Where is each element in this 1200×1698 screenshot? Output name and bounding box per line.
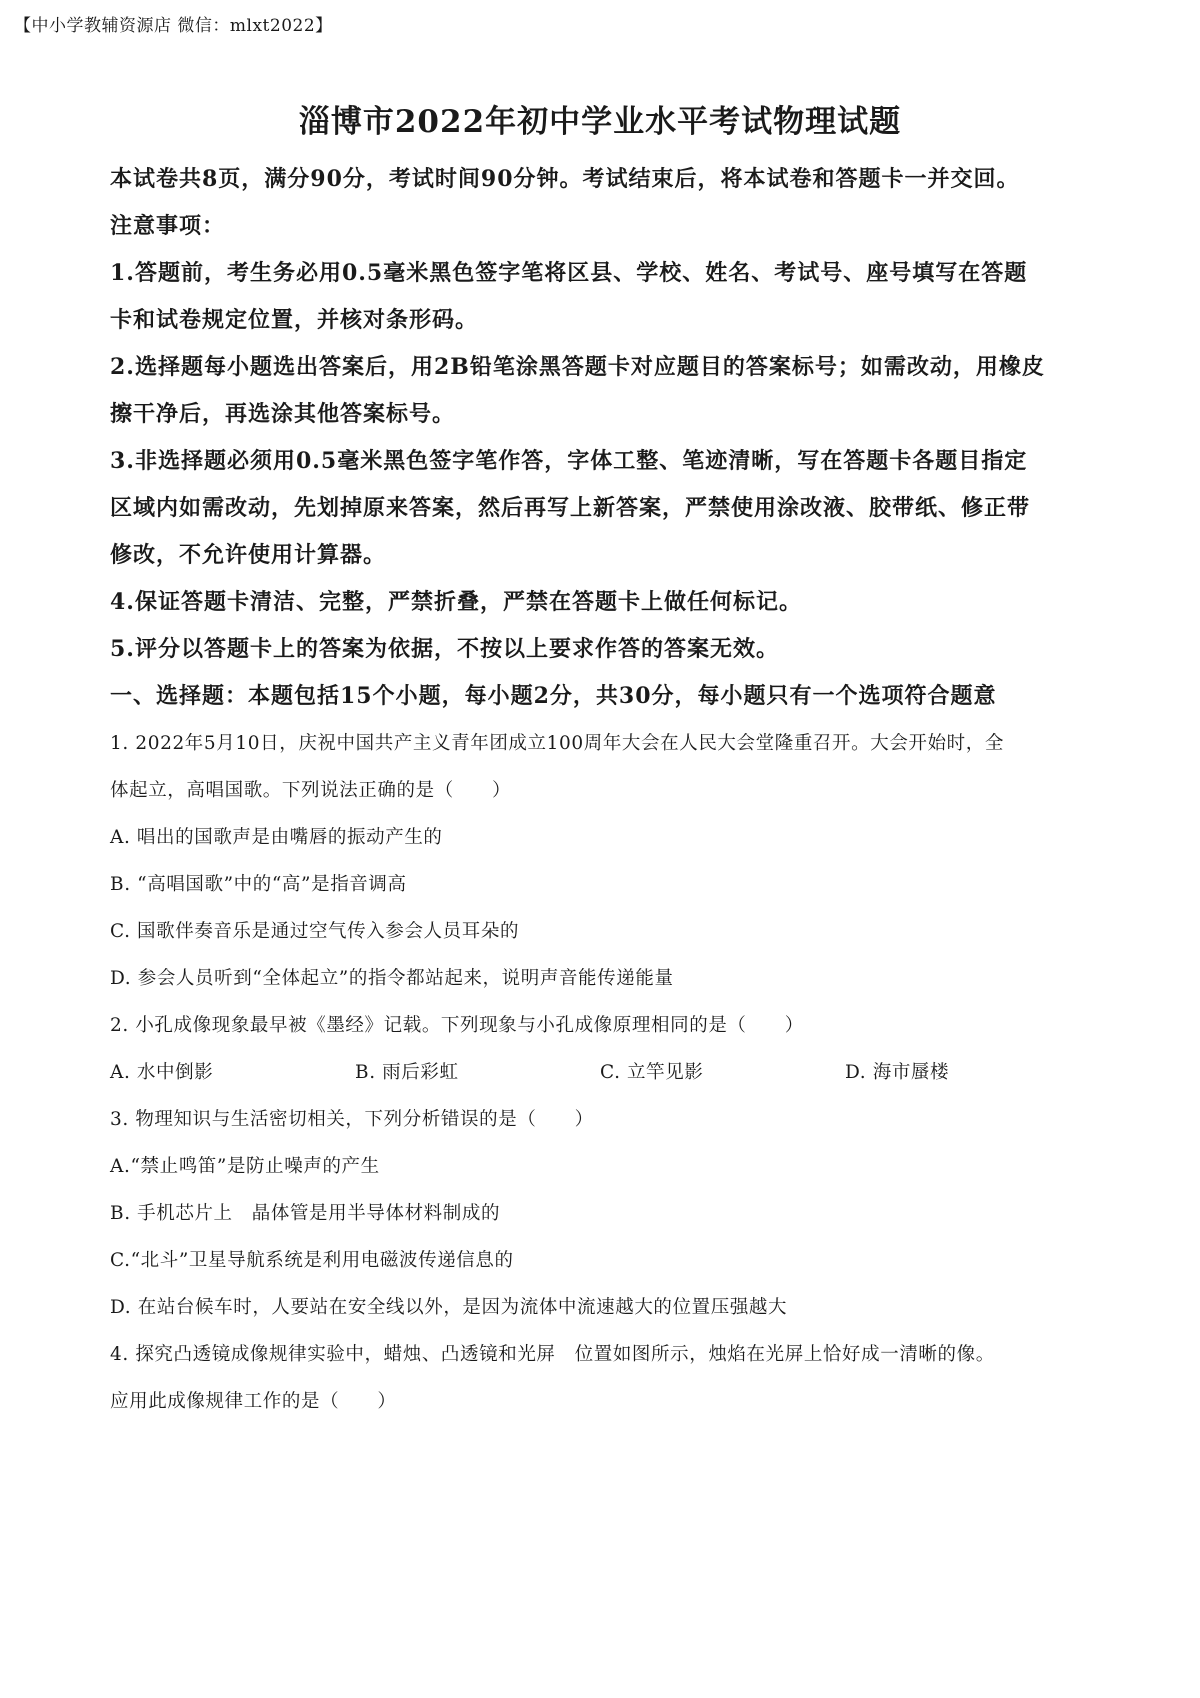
question-4 — [110, 1331, 1110, 1425]
notice-line: 5.评分以答题卡上的答案为依据，不按以上要求作答的答案无效。 — [110, 636, 779, 662]
document-body — [110, 156, 1110, 1425]
question-stem: 1. 2022年5月10日，庆祝中国共产主义青年团成立100周年大会在人民大会堂隆重召开。大会开始时，全 — [110, 733, 1004, 754]
notice-heading: 注意事项： — [110, 213, 226, 239]
exam-notice — [110, 156, 1110, 673]
question-2 — [110, 1002, 1110, 1096]
answer-option: B. 手机芯片上 晶体管是用半导体材料制成的 — [110, 1203, 501, 1224]
notice-line: 4.保证答题卡清洁、完整，严禁折叠，严禁在答题卡上做任何标记。 — [110, 589, 802, 615]
answer-option: C. 立竿见影 — [600, 1062, 704, 1083]
answer-option: B. “高唱国歌”中的“高”是指音调高 — [110, 874, 407, 895]
notice-line: 卡和试卷规定位置，并核对条形码。 — [110, 307, 479, 333]
answer-option: A.“禁止鸣笛”是防止噪声的产生 — [110, 1156, 380, 1177]
answer-option: D. 海市蜃楼 — [845, 1062, 950, 1083]
answer-option: D. 在站台候车时，人要站在安全线以外，是因为流体中流速越大的位置压强越大 — [110, 1297, 788, 1318]
answer-option: C. 国歌伴奏音乐是通过空气传入参会人员耳朵的 — [110, 921, 520, 942]
answer-option: A. 唱出的国歌声是由嘴唇的振动产生的 — [110, 827, 443, 848]
notice-line: 修改，不允许使用计算器。 — [110, 542, 387, 568]
question-stem: 体起立，高唱国歌。下列说法正确的是（ ） — [110, 780, 512, 801]
notice-line: 区域内如需改动，先划掉原来答案，然后再写上新答案，严禁使用涂改液、胶带纸、修正带 — [110, 495, 1031, 521]
section-heading: 一、选择题：本题包括15个小题，每小题2分，共30分，每小题只有一个选项符合题意 — [110, 683, 997, 709]
question-3 — [110, 1096, 1110, 1331]
answer-option: D. 参会人员听到“全体起立”的指令都站起来，说明声音能传递能量 — [110, 968, 674, 989]
page-title: 淄博市2022年初中学业水平考试物理试题 — [298, 104, 902, 140]
notice-intro: 本试卷共8页，满分90分，考试时间90分钟。考试结束后，将本试卷和答题卡一并交回。 — [110, 166, 1020, 192]
answer-options-row — [110, 1049, 1110, 1096]
notice-line: 2.选择题每小题选出答案后，用2B铅笔涂黑答题卡对应题目的答案标号；如需改动，用橡皮 — [110, 354, 1045, 380]
answer-option: B. 雨后彩虹 — [355, 1062, 459, 1083]
question-stem: 4. 探究凸透镜成像规律实验中，蜡烛、凸透镜和光屏 位置如图所示，烛焰在光屏上恰好成一清晰的像。 — [110, 1344, 995, 1365]
question-1 — [110, 720, 1110, 1002]
notice-line: 3.非选择题必须用0.5毫米黑色签字笔作答，字体工整、笔迹清晰，写在答题卡各题目指定 — [110, 448, 1028, 474]
notice-line: 1.答题前，考生务必用0.5毫米黑色签字笔将区县、学校、姓名、考试号、座号填写在答题 — [110, 260, 1028, 286]
answer-option: A. 水中倒影 — [110, 1062, 214, 1083]
question-stem: 3. 物理知识与生活密切相关，下列分析错误的是（ ） — [110, 1109, 594, 1130]
question-stem: 2. 小孔成像现象最早被《墨经》记载。下列现象与小孔成像原理相同的是（ ） — [110, 1015, 804, 1036]
answer-option: C.“北斗”卫星导航系统是利用电磁波传递信息的 — [110, 1250, 514, 1271]
source-note: 【中小学教辅资源店 微信：mlxt2022】 — [14, 16, 333, 36]
question-stem: 应用此成像规律工作的是（ ） — [110, 1391, 397, 1412]
notice-line: 擦干净后，再选涂其他答案标号。 — [110, 401, 456, 427]
